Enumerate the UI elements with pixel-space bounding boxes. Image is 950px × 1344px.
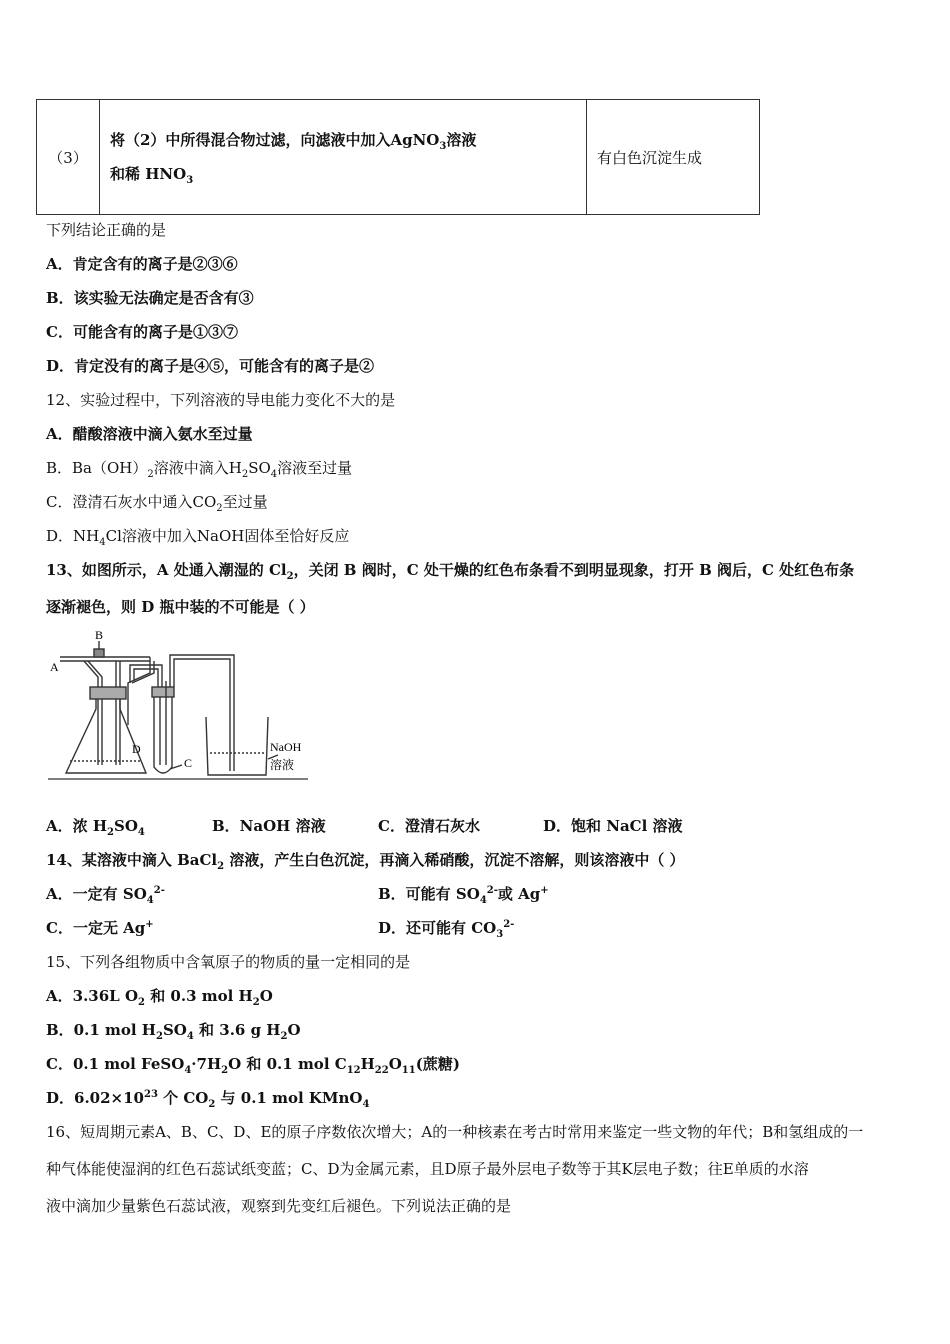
q15-stem: 15、下列各组物质中含氧原子的物质的量一定相同的是	[46, 953, 411, 971]
label-b: B	[95, 628, 104, 642]
q12-stem: 12、实验过程中，下列溶液的导电能力变化不大的是	[46, 391, 396, 409]
experiment-table	[36, 99, 760, 215]
flask-stopper	[90, 687, 126, 699]
q15-option-a: A．3.36L $O_2$ 和 0.3 mol $H_2O$	[46, 987, 273, 1008]
q13-stem-line2: 逐渐褪色，则 D 瓶中装的不可能是（ ）	[46, 598, 315, 616]
test-tube	[154, 697, 172, 773]
apparatus-diagram	[46, 625, 316, 785]
conical-flask	[66, 699, 146, 773]
test-tube-stopper	[152, 687, 174, 697]
q13-option-b: B．NaOH 溶液	[212, 817, 326, 835]
label-a: A	[50, 660, 59, 674]
q15-option-c: C．0.1 mol $FeSO_4\cdot 7H_2O$ 和 0.1 mol $C_{12}H_{22}O_{11}$(蔗糖)	[46, 1055, 460, 1076]
q11-option-a: A．肯定含有的离子是②③⑥	[46, 255, 238, 273]
label-c: C	[184, 756, 193, 770]
q13-option-a: A．浓 $H_2SO_4$	[46, 817, 145, 838]
observation-cell: 有白色沉淀生成	[587, 100, 760, 215]
q12-option-c: C．澄清石灰水中通入$CO_2$至过量	[46, 493, 268, 514]
q13-option-d: D．饱和 NaCl 溶液	[543, 817, 683, 835]
q14-option-d: D．还可能有 $CO_3^{2-}$	[378, 919, 515, 940]
label-naoh: NaOH	[270, 740, 302, 754]
q14-option-c: C．一定无 Ag+	[46, 919, 154, 937]
label-solution: 溶液	[270, 758, 295, 772]
q15-option-b: B．0.1 mol $H_2SO_4$ 和 3.6 g $H_2O$	[46, 1021, 301, 1042]
q12-option-b: B．$Ba(OH)_2$溶液中滴入$H_2SO_4$溶液至过量	[46, 459, 353, 480]
q12-option-d: D．$NH_4Cl$溶液中加入NaOH固体至恰好反应	[46, 527, 350, 548]
q14-option-a: A．一定有 $SO_4^{2-}$	[46, 885, 165, 906]
inlet-tube	[60, 657, 150, 661]
q13-stem-line1: 13、如图所示，A 处通入潮湿的 $Cl_2$，关闭 B 阀时，C 处干燥的红色布条看不到明显现象，打开 B 阀后，C 处红色布条	[46, 561, 855, 582]
q14-stem: 14、某溶液中滴入 BaCl$_2$ 溶液，产生白色沉淀，再滴入稀硝酸，沉淀不溶解，则该溶液中（ ）	[46, 851, 685, 872]
beaker	[206, 717, 268, 775]
q11-option-b: B．该实验无法确定是否含有③	[46, 289, 254, 307]
table-row	[37, 100, 760, 215]
step-cell: （3）	[37, 100, 100, 215]
label-d: D	[132, 742, 141, 756]
q16-stem-line2: 种气体能使湿润的红色石蕊试纸变蓝；C、D为金属元素，且D原子最外层电子数等于其K层电子数；往E单质的水溶	[46, 1160, 809, 1178]
q15-option-d: D．$6.02\times 10^{23}$ 个 $CO_2$ 与 0.1 mol KMnO$_4$	[46, 1089, 370, 1110]
q11-stem: 下列结论正确的是	[46, 221, 167, 239]
operation-cell: 将（2）中所得混合物过滤，向滤液中加入AgNO$_3$溶液 和稀 $HNO_3$	[100, 100, 587, 215]
q14-option-b: B．可能有 $SO_4^{2-}$或 Ag+	[378, 885, 549, 906]
q11-option-d: D．肯定没有的离子是④⑤，可能含有的离子是②	[46, 357, 375, 375]
valve-b	[94, 649, 104, 657]
q12-option-a: A．醋酸溶液中滴入氨水至过量	[46, 425, 253, 443]
q13-option-c: C．澄清石灰水	[378, 817, 480, 835]
q16-stem-line3: 液中滴加少量紫色石蕊试液，观察到先变红后褪色。下列说法正确的是	[46, 1197, 512, 1215]
q16-stem-line1: 16、短周期元素A、B、C、D、E的原子序数依次增大；A的一种核素在考古时常用来鉴定一些文物的年代；B和氢组成的一	[46, 1123, 864, 1141]
q11-option-c: C．可能含有的离子是①③⑦	[46, 323, 238, 341]
